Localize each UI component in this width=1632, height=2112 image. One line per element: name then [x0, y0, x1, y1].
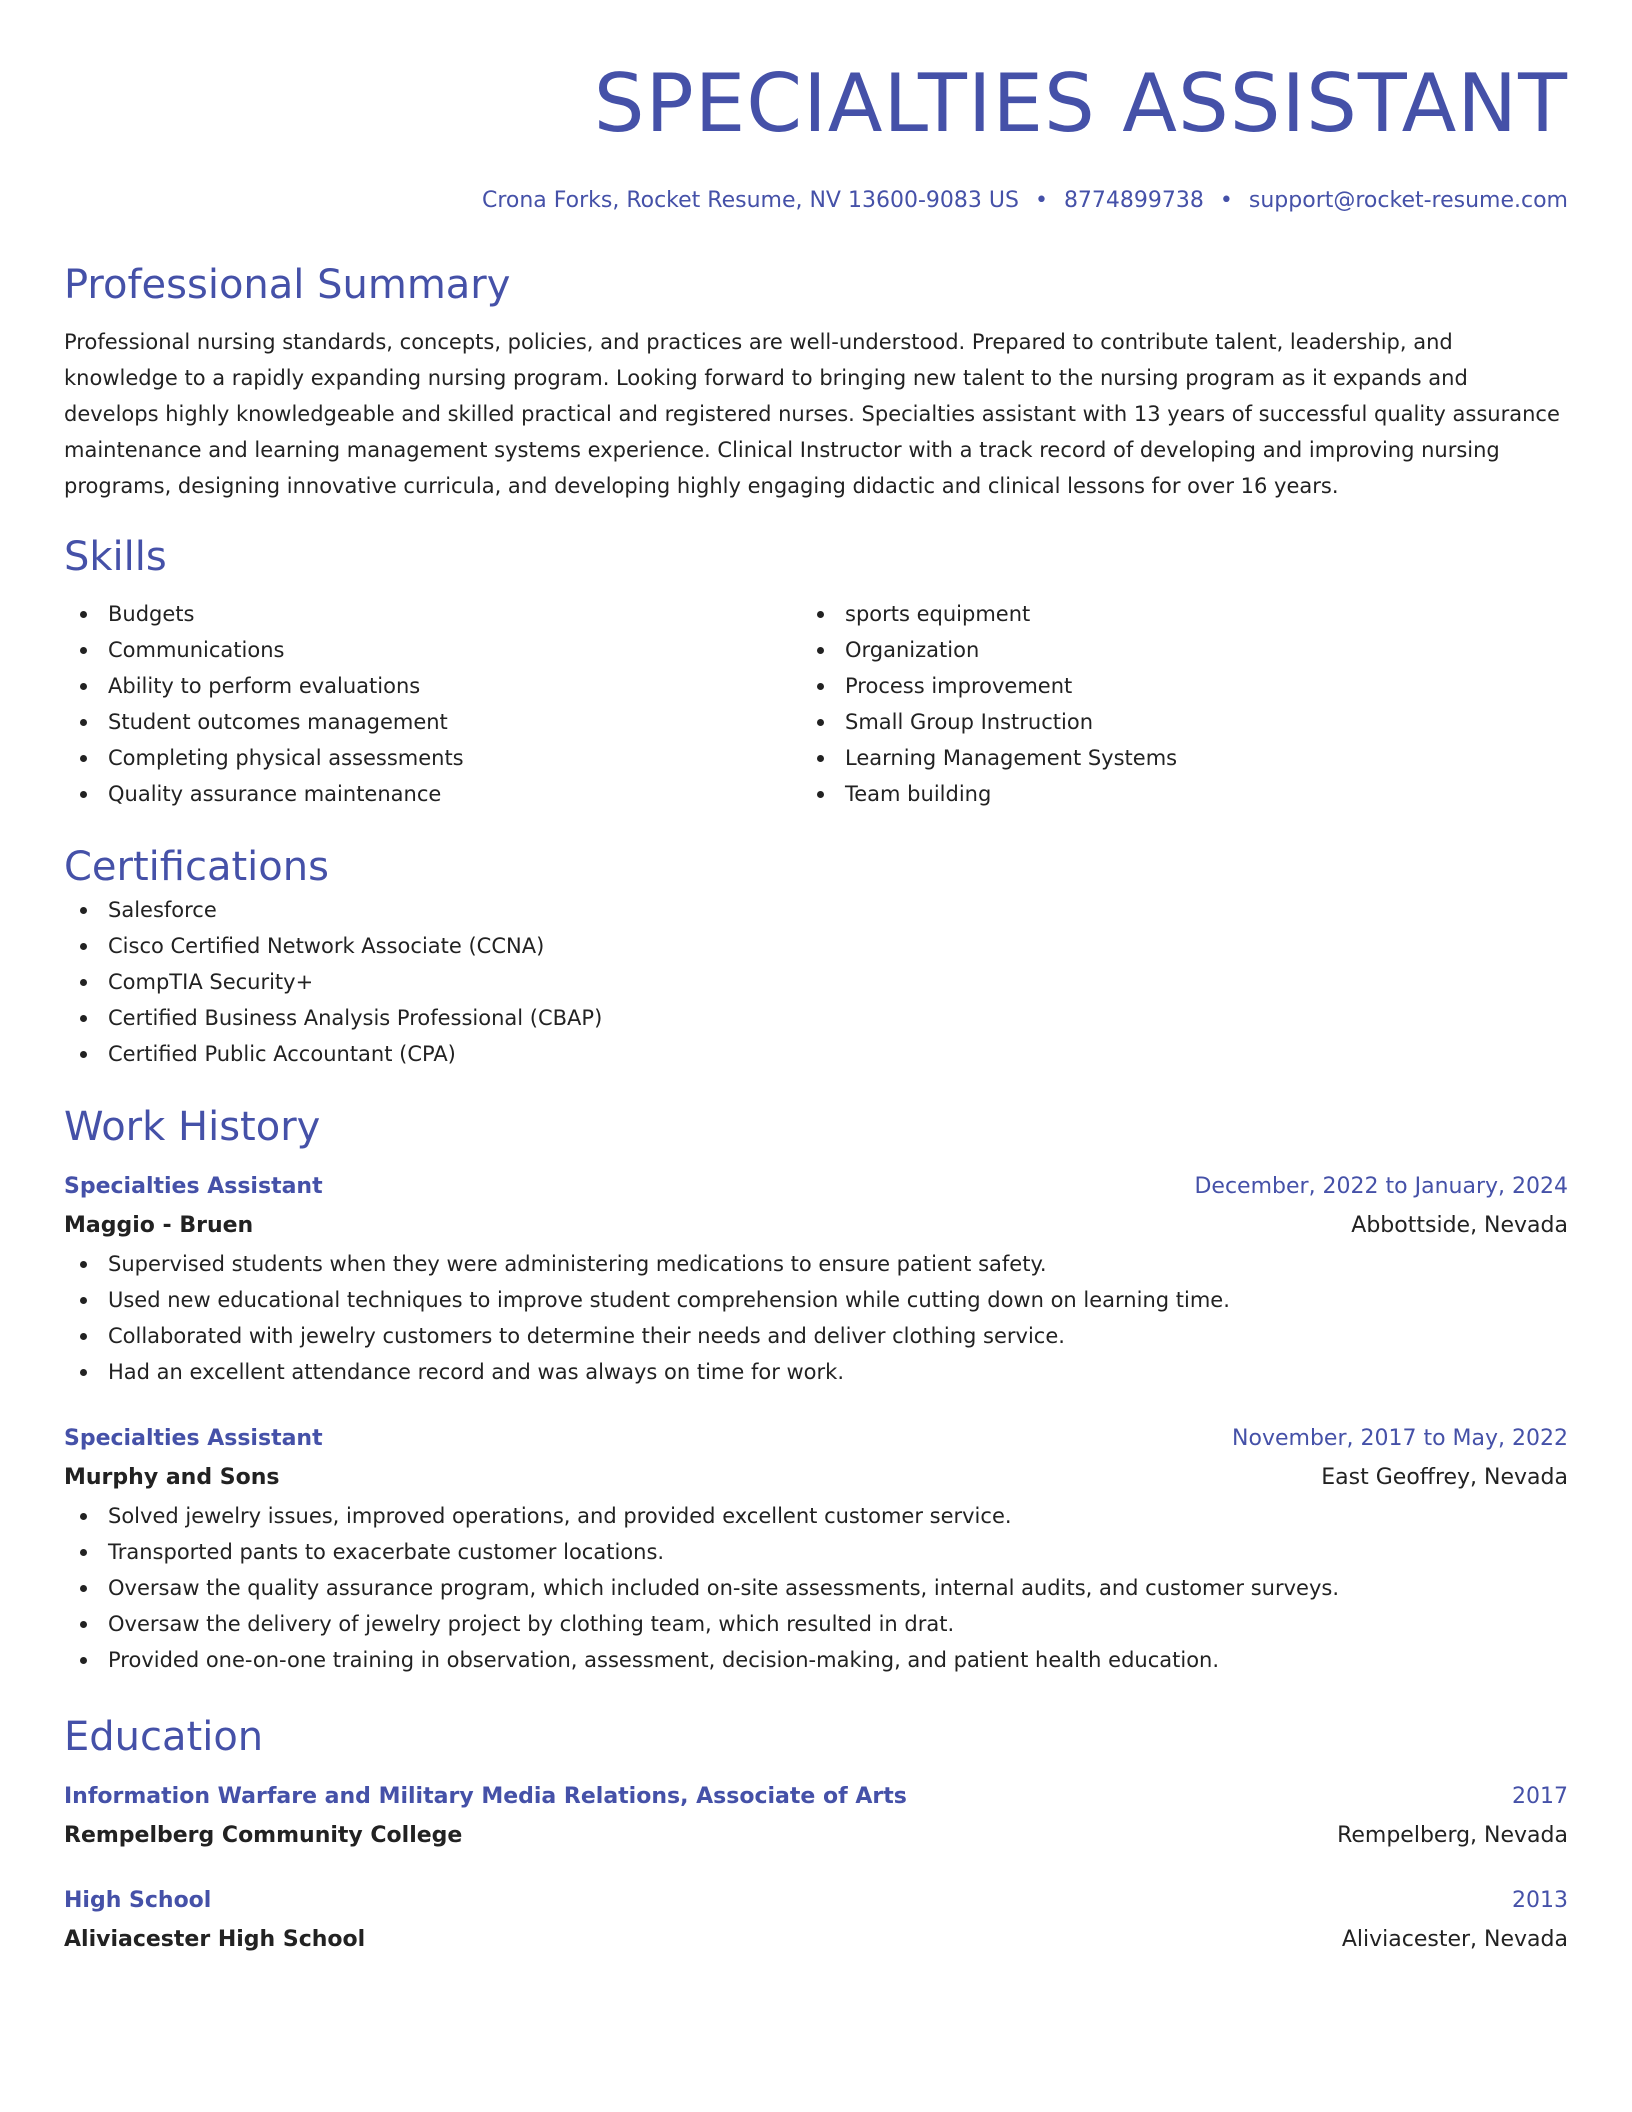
skills-grid	[64, 596, 1568, 812]
job-bullet: Used new educational techniques to improve student comprehension while cutting down on learning time.	[64, 1282, 1568, 1318]
job-entry	[64, 1168, 1568, 1390]
job-company-row	[64, 1206, 1568, 1246]
contact-phone: 8774899738	[1063, 188, 1204, 213]
job-dates: November, 2017 to May, 2022	[1232, 1426, 1568, 1451]
education-school-row	[64, 1920, 1568, 1960]
job-bullet: Supervised students when they were administering medications to ensure patient safety.	[64, 1246, 1568, 1282]
job-bullet: Solved jewelry issues, improved operations, and provided excellent customer service.	[64, 1498, 1568, 1534]
skills-heading: Skills	[64, 534, 167, 580]
contact-email[interactable]: support@rocket-resume.com	[1248, 188, 1568, 213]
skills-list-left	[64, 596, 801, 812]
education-entry	[64, 1778, 1568, 1856]
skill-item: Communications	[64, 632, 801, 668]
education-header-row	[64, 1882, 1568, 1920]
summary-heading: Professional Summary	[64, 262, 511, 308]
job-bullet: Had an excellent attendance record and was always on time for work.	[64, 1354, 1568, 1390]
skill-item: Organization	[801, 632, 1538, 668]
job-bullet: Oversaw the delivery of jewelry project by clothing team, which resulted in drat.	[64, 1606, 1568, 1642]
contact-separator: •	[1219, 188, 1233, 213]
job-location: Abbottside, Nevada	[1351, 1213, 1568, 1238]
skill-item: Learning Management Systems	[801, 740, 1538, 776]
skill-item: Budgets	[64, 596, 801, 632]
summary-text: Professional nursing standards, concepts, policies, and practices are well-understood. Prepared to contribute talent, leadership, and knowledge to a rapidly expanding nursing program. Looking forward to bringing new talent to the nursing program as it expands and develops highly knowledgeable and skilled practical and registered nurses. Specialties assistant with 13 years of successful quality assurance maintenance and learning management systems experience. Clinical Instructor with a track record of developing and improving nursing programs, designing innovative curricula, and developing highly engaging didactic and clinical lessons for over 16 years.	[64, 330, 1560, 498]
job-bullet: Collaborated with jewelry customers to determine their needs and deliver clothing service.	[64, 1318, 1568, 1354]
job-company: Maggio - Bruen	[64, 1213, 254, 1238]
job-bullet: Provided one-on-one training in observation, assessment, decision-making, and patient health education.	[64, 1642, 1568, 1678]
certification-item: Certified Business Analysis Professional (CBAP)	[64, 1000, 1568, 1036]
skill-item: sports equipment	[801, 596, 1538, 632]
education-school-row	[64, 1816, 1568, 1856]
skill-item: Team building	[801, 776, 1538, 812]
certifications-list	[64, 892, 1568, 1072]
skill-item: Ability to perform evaluations	[64, 668, 801, 704]
certification-item: Salesforce	[64, 892, 1568, 928]
certification-item: Certified Public Accountant (CPA)	[64, 1036, 1568, 1072]
education-school: Rempelberg Community College	[64, 1823, 463, 1848]
skill-item: Small Group Instruction	[801, 704, 1538, 740]
skill-item: Student outcomes management	[64, 704, 801, 740]
candidate-name: SPECIALTIES ASSISTANT	[593, 57, 1568, 150]
contact-line	[64, 186, 1568, 216]
skill-item: Quality assurance maintenance	[64, 776, 801, 812]
education-entry	[64, 1882, 1568, 1960]
education-heading: Education	[64, 1714, 264, 1760]
contact-address: Crona Forks, Rocket Resume, NV 13600-9083 US	[481, 188, 1019, 213]
job-company-row	[64, 1458, 1568, 1498]
job-header-row	[64, 1420, 1568, 1458]
education-header-row	[64, 1778, 1568, 1816]
certification-item: CompTIA Security+	[64, 964, 1568, 1000]
skills-column-left	[64, 596, 801, 812]
skill-item: Completing physical assessments	[64, 740, 801, 776]
job-header-row	[64, 1168, 1568, 1206]
education-location: Rempelberg, Nevada	[1337, 1823, 1568, 1848]
job-bullet: Transported pants to exacerbate customer locations.	[64, 1534, 1568, 1570]
education-school: Aliviacester High School	[64, 1927, 366, 1952]
certification-item: Cisco Certified Network Associate (CCNA)	[64, 928, 1568, 964]
skills-list-right	[801, 596, 1538, 812]
skills-column-right	[801, 596, 1538, 812]
job-location: East Geoffrey, Nevada	[1321, 1465, 1568, 1490]
job-bullets	[64, 1498, 1568, 1678]
job-bullet: Oversaw the quality assurance program, which included on-site assessments, internal audits, and customer surveys.	[64, 1570, 1568, 1606]
job-company: Murphy and Sons	[64, 1465, 280, 1490]
job-title: Specialties Assistant	[64, 1174, 323, 1199]
contact-separator: •	[1034, 188, 1048, 213]
education-degree: High School	[64, 1888, 212, 1913]
skill-item: Process improvement	[801, 668, 1538, 704]
education-degree: Information Warfare and Military Media Relations, Associate of Arts	[64, 1784, 907, 1809]
job-entry	[64, 1420, 1568, 1678]
education-location: Aliviacester, Nevada	[1341, 1927, 1568, 1952]
job-title: Specialties Assistant	[64, 1426, 323, 1451]
job-dates: December, 2022 to January, 2024	[1194, 1174, 1568, 1199]
certifications-heading: Certifications	[64, 844, 329, 890]
work-history-heading: Work History	[64, 1104, 321, 1150]
education-year: 2013	[1512, 1888, 1568, 1913]
education-year: 2017	[1512, 1784, 1568, 1809]
job-bullets	[64, 1246, 1568, 1390]
